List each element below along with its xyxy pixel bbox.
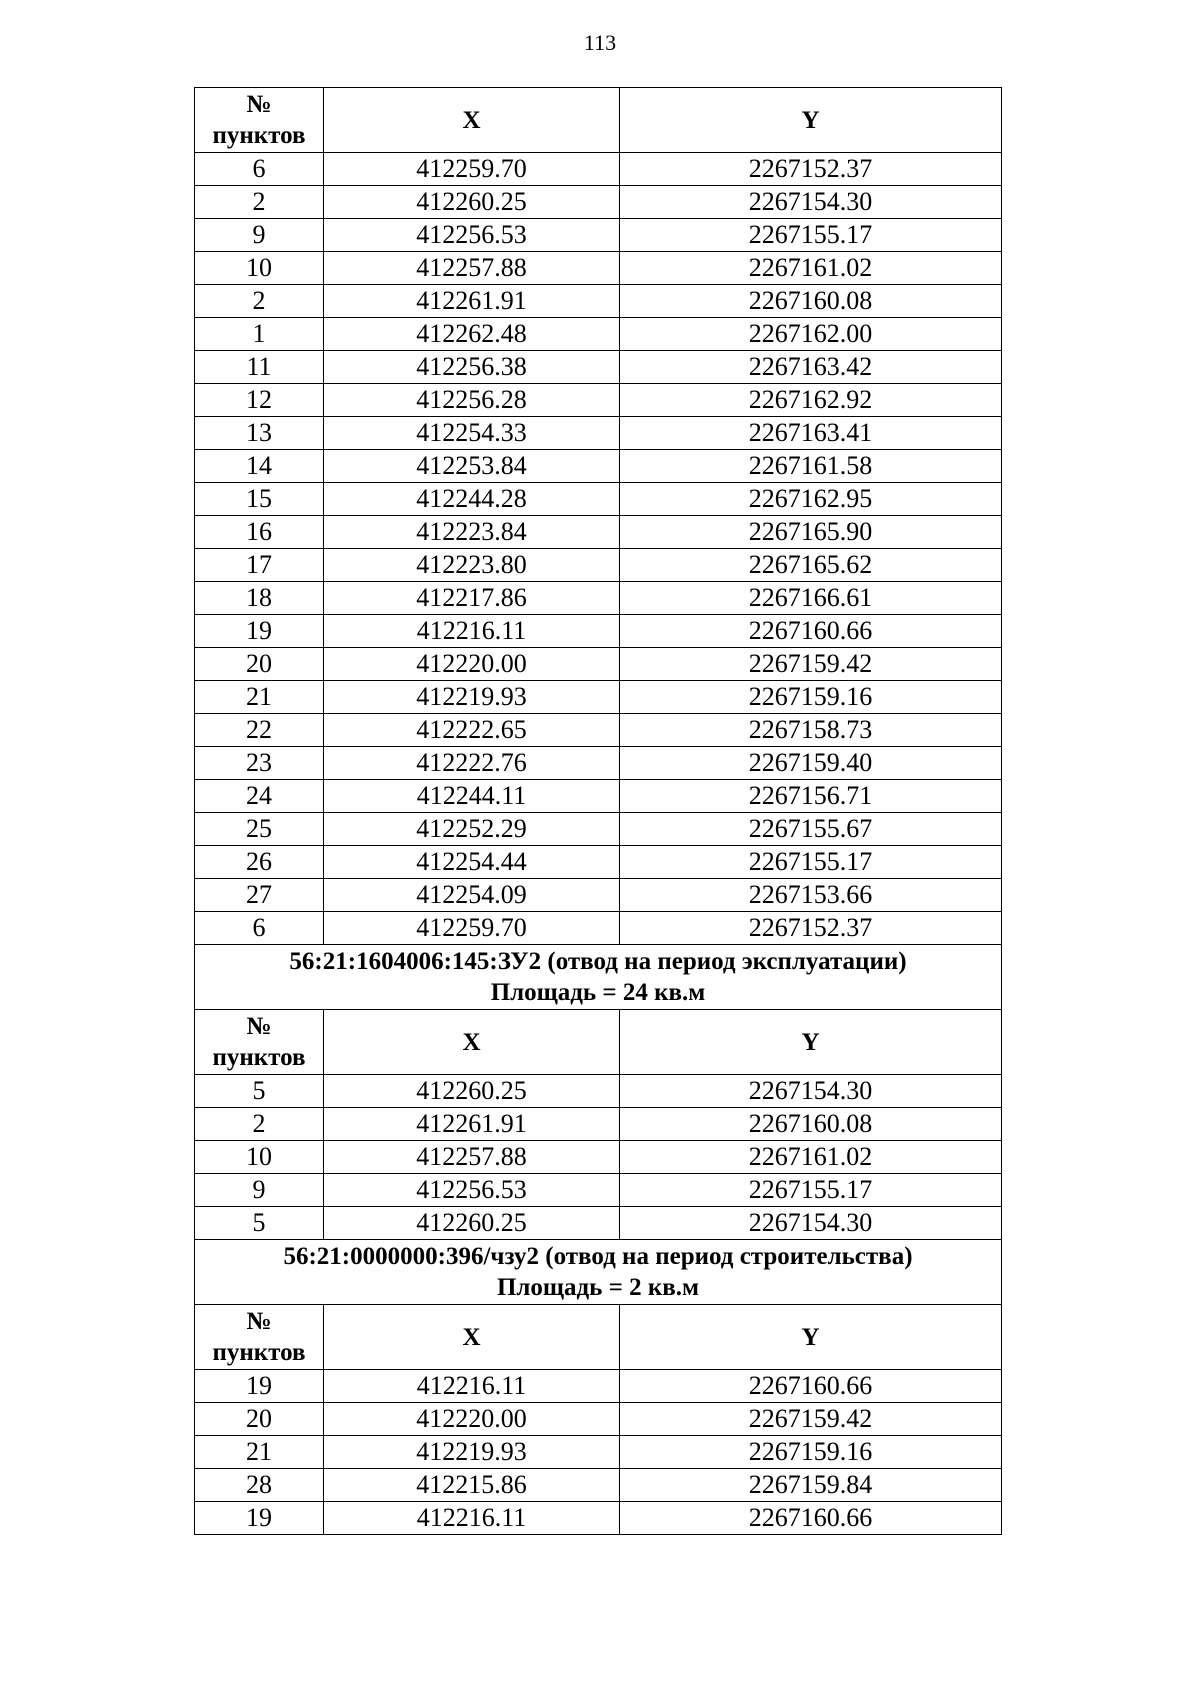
- table-row: [195, 549, 1002, 582]
- point-number-cell: 25: [195, 813, 324, 846]
- header-y: Y: [620, 88, 1002, 153]
- y-cell: 2267155.17: [620, 1174, 1002, 1207]
- x-cell: 412253.84: [324, 450, 620, 483]
- table-row: [195, 351, 1002, 384]
- point-number-cell: 5: [195, 1207, 324, 1240]
- point-number-cell: 22: [195, 714, 324, 747]
- point-number-cell: 11: [195, 351, 324, 384]
- point-number-cell: 6: [195, 912, 324, 945]
- point-number-cell: 27: [195, 879, 324, 912]
- y-cell: 2267162.95: [620, 483, 1002, 516]
- table-header-row: [195, 1010, 1002, 1075]
- table-row: [195, 384, 1002, 417]
- y-cell: 2267159.42: [620, 648, 1002, 681]
- y-cell: 2267161.02: [620, 1141, 1002, 1174]
- header-x: X: [324, 1010, 620, 1075]
- x-cell: 412256.53: [324, 1174, 620, 1207]
- point-number-cell: 18: [195, 582, 324, 615]
- header-point-number: № пунктов: [195, 88, 324, 153]
- table-row: [195, 912, 1002, 945]
- point-number-cell: 9: [195, 1174, 324, 1207]
- table-row: [195, 153, 1002, 186]
- y-cell: 2267161.02: [620, 252, 1002, 285]
- x-cell: 412220.00: [324, 648, 620, 681]
- x-cell: 412256.53: [324, 219, 620, 252]
- point-number-cell: 2: [195, 1108, 324, 1141]
- y-cell: 2267165.62: [620, 549, 1002, 582]
- x-cell: 412261.91: [324, 285, 620, 318]
- section-title: 56:21:1604006:145:ЗУ2 (отвод на период эксплуатации): [289, 948, 907, 975]
- table-row: [195, 1469, 1002, 1502]
- coordinates-table-body: [195, 88, 1002, 1535]
- y-cell: 2267152.37: [620, 153, 1002, 186]
- point-number-cell: 24: [195, 780, 324, 813]
- point-number-cell: 1: [195, 318, 324, 351]
- table-header-row: [195, 1305, 1002, 1370]
- table-row: [195, 747, 1002, 780]
- x-cell: 412254.09: [324, 879, 620, 912]
- x-cell: 412254.44: [324, 846, 620, 879]
- point-number-cell: 12: [195, 384, 324, 417]
- x-cell: 412260.25: [324, 186, 620, 219]
- y-cell: 2267155.67: [620, 813, 1002, 846]
- section-area: Площадь = 2 кв.м: [496, 1274, 700, 1301]
- x-cell: 412223.84: [324, 516, 620, 549]
- x-cell: 412260.25: [324, 1207, 620, 1240]
- y-cell: 2267160.08: [620, 285, 1002, 318]
- point-number-cell: 6: [195, 153, 324, 186]
- y-cell: 2267160.66: [620, 1502, 1002, 1535]
- section-area: Площадь = 24 кв.м: [490, 979, 706, 1006]
- y-cell: 2267160.66: [620, 1370, 1002, 1403]
- x-cell: 412223.80: [324, 549, 620, 582]
- y-cell: 2267154.30: [620, 186, 1002, 219]
- point-number-cell: 9: [195, 219, 324, 252]
- y-cell: 2267158.73: [620, 714, 1002, 747]
- table-row: [195, 846, 1002, 879]
- y-cell: 2267154.30: [620, 1075, 1002, 1108]
- table-row: [195, 285, 1002, 318]
- x-cell: 412222.65: [324, 714, 620, 747]
- point-number-cell: 15: [195, 483, 324, 516]
- point-number-cell: 23: [195, 747, 324, 780]
- point-number-cell: 10: [195, 252, 324, 285]
- table-row: [195, 648, 1002, 681]
- x-cell: 412220.00: [324, 1403, 620, 1436]
- x-cell: 412262.48: [324, 318, 620, 351]
- x-cell: 412256.28: [324, 384, 620, 417]
- point-number-cell: 19: [195, 1370, 324, 1403]
- point-number-cell: 19: [195, 1502, 324, 1535]
- section-heading: [195, 945, 1002, 1010]
- x-cell: 412219.93: [324, 681, 620, 714]
- page-number: 113: [583, 30, 617, 55]
- point-number-cell: 13: [195, 417, 324, 450]
- x-cell: 412252.29: [324, 813, 620, 846]
- table-row: [195, 813, 1002, 846]
- y-cell: 2267163.42: [620, 351, 1002, 384]
- section-title: 56:21:0000000:396/чзу2 (отвод на период строительства): [283, 1243, 913, 1270]
- point-number-cell: 14: [195, 450, 324, 483]
- x-cell: 412222.76: [324, 747, 620, 780]
- point-number-cell: 20: [195, 648, 324, 681]
- table-row: [195, 450, 1002, 483]
- y-cell: 2267159.40: [620, 747, 1002, 780]
- table-row: [195, 714, 1002, 747]
- point-number-cell: 5: [195, 1075, 324, 1108]
- table-row: [195, 219, 1002, 252]
- table-row: [195, 681, 1002, 714]
- table-row: [195, 516, 1002, 549]
- point-number-cell: 16: [195, 516, 324, 549]
- table-row: [195, 252, 1002, 285]
- table-row: [195, 1174, 1002, 1207]
- table-row: [195, 582, 1002, 615]
- x-cell: 412260.25: [324, 1075, 620, 1108]
- point-number-cell: 19: [195, 615, 324, 648]
- header-point-number: № пунктов: [195, 1010, 324, 1075]
- x-cell: 412217.86: [324, 582, 620, 615]
- y-cell: 2267165.90: [620, 516, 1002, 549]
- point-number-cell: 28: [195, 1469, 324, 1502]
- table-row: [195, 417, 1002, 450]
- point-number-cell: 26: [195, 846, 324, 879]
- point-number-cell: 21: [195, 681, 324, 714]
- table-row: [195, 615, 1002, 648]
- table-row: [195, 318, 1002, 351]
- table-row: [195, 483, 1002, 516]
- y-cell: 2267152.37: [620, 912, 1002, 945]
- header-y: Y: [620, 1010, 1002, 1075]
- y-cell: 2267156.71: [620, 780, 1002, 813]
- header-point-number: № пунктов: [195, 1305, 324, 1370]
- x-cell: 412215.86: [324, 1469, 620, 1502]
- y-cell: 2267159.42: [620, 1403, 1002, 1436]
- y-cell: 2267155.17: [620, 219, 1002, 252]
- table-row: [195, 879, 1002, 912]
- point-number-cell: 17: [195, 549, 324, 582]
- point-number-cell: 21: [195, 1436, 324, 1469]
- section-heading-row: [195, 1240, 1002, 1305]
- section-heading-row: [195, 945, 1002, 1010]
- table-row: [195, 780, 1002, 813]
- table-row: [195, 1207, 1002, 1240]
- section-heading: [195, 1240, 1002, 1305]
- x-cell: 412254.33: [324, 417, 620, 450]
- table-row: [195, 1403, 1002, 1436]
- x-cell: 412216.11: [324, 615, 620, 648]
- x-cell: 412256.38: [324, 351, 620, 384]
- y-cell: 2267162.00: [620, 318, 1002, 351]
- y-cell: 2267155.17: [620, 846, 1002, 879]
- y-cell: 2267163.41: [620, 417, 1002, 450]
- header-x: X: [324, 88, 620, 153]
- y-cell: 2267160.66: [620, 615, 1002, 648]
- point-number-cell: 2: [195, 285, 324, 318]
- x-cell: 412259.70: [324, 153, 620, 186]
- y-cell: 2267159.84: [620, 1469, 1002, 1502]
- table-row: [195, 1370, 1002, 1403]
- y-cell: 2267160.08: [620, 1108, 1002, 1141]
- table-row: [195, 1502, 1002, 1535]
- y-cell: 2267161.58: [620, 450, 1002, 483]
- y-cell: 2267166.61: [620, 582, 1002, 615]
- header-x: X: [324, 1305, 620, 1370]
- x-cell: 412216.11: [324, 1502, 620, 1535]
- y-cell: 2267159.16: [620, 681, 1002, 714]
- table-header-row: [195, 88, 1002, 153]
- x-cell: 412257.88: [324, 252, 620, 285]
- table-row: [195, 1436, 1002, 1469]
- table-row: [195, 1075, 1002, 1108]
- x-cell: 412244.11: [324, 780, 620, 813]
- point-number-cell: 10: [195, 1141, 324, 1174]
- y-cell: 2267162.92: [620, 384, 1002, 417]
- y-cell: 2267159.16: [620, 1436, 1002, 1469]
- x-cell: 412259.70: [324, 912, 620, 945]
- x-cell: 412261.91: [324, 1108, 620, 1141]
- x-cell: 412219.93: [324, 1436, 620, 1469]
- point-number-cell: 20: [195, 1403, 324, 1436]
- table-row: [195, 186, 1002, 219]
- x-cell: 412216.11: [324, 1370, 620, 1403]
- table-row: [195, 1108, 1002, 1141]
- coordinates-table: [194, 87, 1002, 1535]
- y-cell: 2267154.30: [620, 1207, 1002, 1240]
- table-row: [195, 1141, 1002, 1174]
- x-cell: 412244.28: [324, 483, 620, 516]
- header-y: Y: [620, 1305, 1002, 1370]
- x-cell: 412257.88: [324, 1141, 620, 1174]
- y-cell: 2267153.66: [620, 879, 1002, 912]
- point-number-cell: 2: [195, 186, 324, 219]
